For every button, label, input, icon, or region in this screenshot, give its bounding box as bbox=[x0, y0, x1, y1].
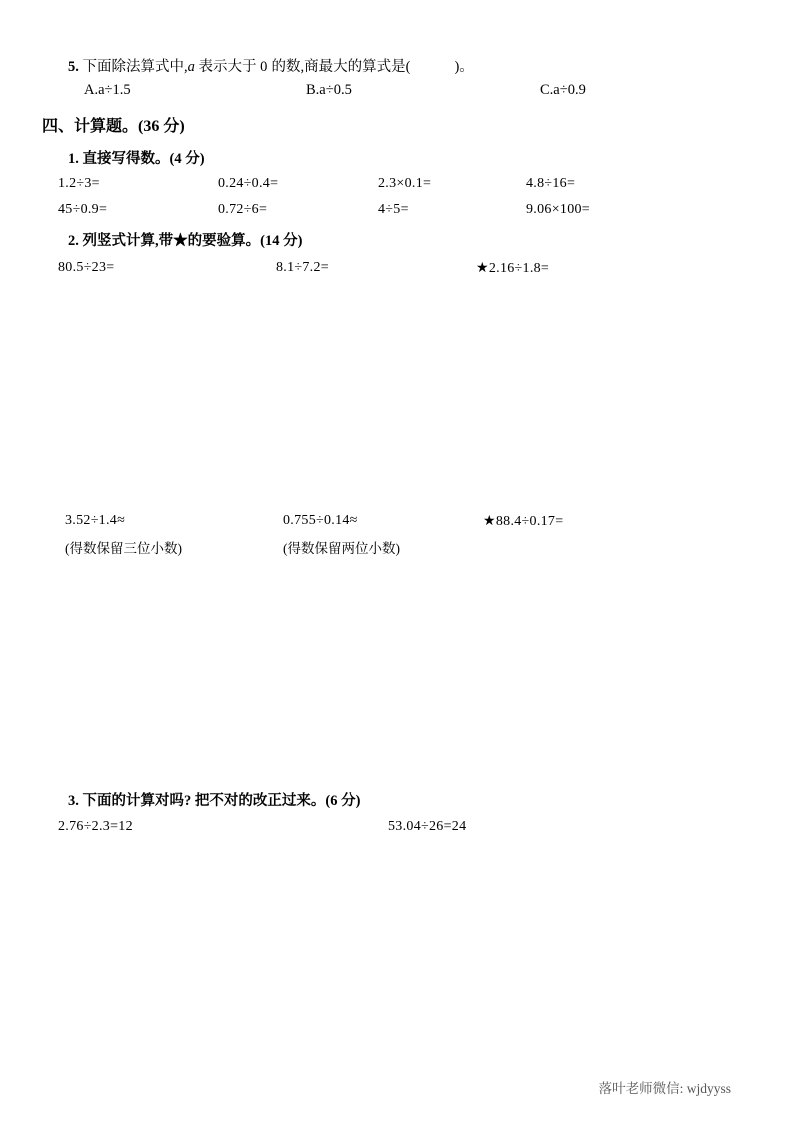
item-1-expression-grid bbox=[58, 176, 753, 218]
item-2-expression: 0.755÷0.14≈ bbox=[283, 513, 358, 528]
question-5-stem bbox=[68, 55, 753, 76]
item-1-expression: 4÷5= bbox=[378, 202, 409, 217]
item-2-title: 列竖式计算,带★的要验算。(14 分) bbox=[82, 233, 303, 249]
item-2-number: 2. bbox=[68, 233, 79, 249]
item-1-expression: 9.06×100= bbox=[526, 202, 590, 217]
question-5-text-5: )。 bbox=[454, 59, 474, 75]
item-1-number: 1. bbox=[68, 151, 79, 167]
item-2-note: (得数保留两位小数) bbox=[283, 541, 400, 556]
item-1-title: 直接写得数。(4 分) bbox=[82, 151, 205, 167]
question-5-option-c[interactable]: C.a÷0.9 bbox=[540, 82, 586, 98]
item-1-heading bbox=[68, 147, 753, 168]
item-2-expression: 3.52÷1.4≈ bbox=[65, 513, 126, 528]
item-2-row-1 bbox=[58, 260, 753, 277]
item-3-expression: 2.76÷2.3=12 bbox=[58, 819, 133, 834]
item-2-expression: 8.1÷7.2= bbox=[276, 260, 329, 275]
item-1-expression: 0.24÷0.4= bbox=[218, 176, 279, 191]
item-1-expression: 0.72÷6= bbox=[218, 202, 268, 217]
footer-watermark: 落叶老师微信: wjdyyss bbox=[598, 1081, 731, 1096]
question-5 bbox=[68, 55, 753, 99]
item-3-number: 3. bbox=[68, 793, 79, 809]
question-5-options bbox=[84, 82, 753, 99]
item-2-heading bbox=[68, 229, 753, 250]
question-5-text-3: 的数 bbox=[271, 59, 301, 75]
item-3-title: 下面的计算对吗? 把不对的改正过来。(6 分) bbox=[82, 793, 361, 809]
item-3-heading bbox=[68, 789, 753, 810]
question-5-comma-2: , bbox=[300, 59, 305, 75]
question-5-number: 5. bbox=[68, 59, 79, 75]
question-5-text-1: 下面除法算式中 bbox=[82, 59, 184, 75]
item-1-expression: 1.2÷3= bbox=[58, 176, 100, 191]
question-5-variable: a bbox=[187, 59, 195, 75]
question-5-text-4: 商最大的算式是( bbox=[304, 59, 411, 75]
item-2-work-area-2 bbox=[40, 557, 753, 789]
item-2-note: (得数保留三位小数) bbox=[65, 541, 182, 556]
question-5-option-a[interactable]: A.a÷1.5 bbox=[84, 82, 131, 98]
item-2-work-area-1 bbox=[40, 277, 753, 513]
page-content bbox=[40, 55, 753, 835]
item-1-expression: 2.3×0.1= bbox=[378, 176, 432, 191]
section-4-heading: 四、计算题。(36 分) bbox=[42, 118, 185, 135]
question-5-comma-1: , bbox=[184, 59, 188, 75]
item-2-notes bbox=[65, 537, 753, 557]
question-5-text-2: 表示大于 bbox=[198, 59, 257, 75]
item-2-row-2 bbox=[65, 513, 753, 530]
question-5-zero: 0 bbox=[260, 59, 268, 75]
question-5-option-b[interactable]: B.a÷0.5 bbox=[306, 82, 352, 98]
item-2-note bbox=[483, 537, 753, 557]
item-1-expression: 45÷0.9= bbox=[58, 202, 108, 217]
item-3-expression: 53.04÷26=24 bbox=[388, 819, 467, 834]
item-3-row bbox=[58, 819, 753, 835]
item-2-expression: ★88.4÷0.17= bbox=[483, 514, 564, 529]
item-1-expression: 4.8÷16= bbox=[526, 176, 576, 191]
item-2-expression: 80.5÷23= bbox=[58, 260, 115, 275]
item-2-expression: ★2.16÷1.8= bbox=[476, 261, 550, 276]
